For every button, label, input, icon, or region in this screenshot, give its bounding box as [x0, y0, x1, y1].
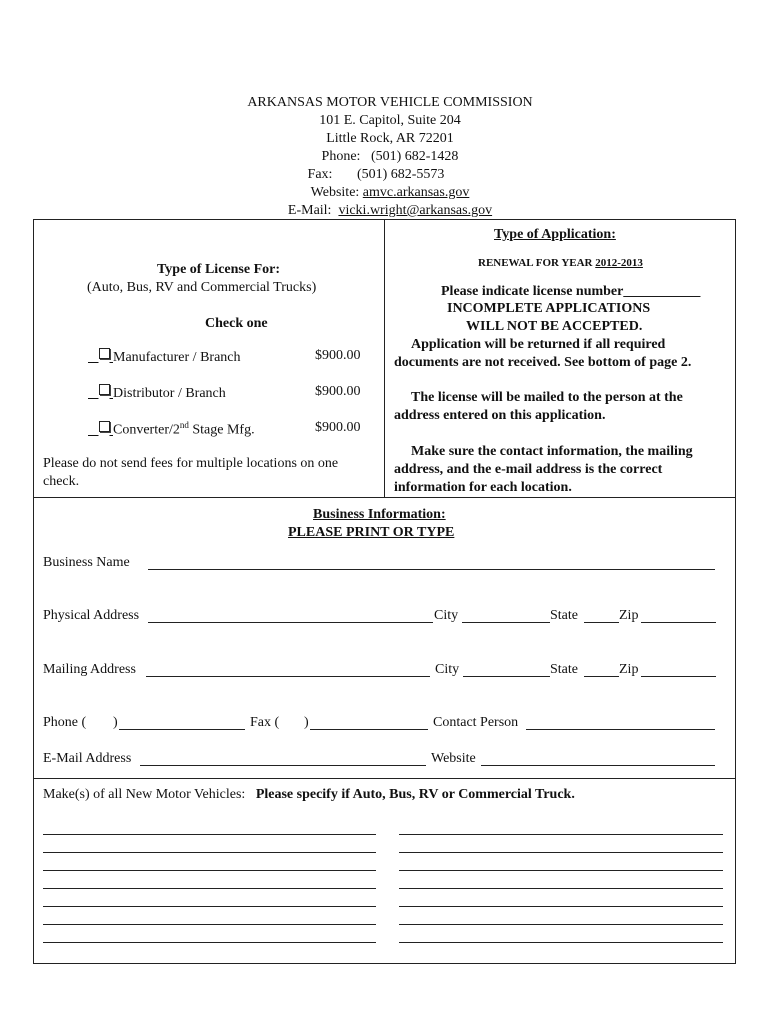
- makes-answer-line[interactable]: [399, 834, 723, 835]
- phone-number: (501) 682-1428: [370, 149, 459, 164]
- option-converter-label-sup: nd: [179, 420, 189, 430]
- physical-state-label: State: [550, 608, 578, 623]
- mailing-city-label: City: [435, 662, 460, 677]
- column-divider: [384, 219, 385, 497]
- option-converter-label-pre: Converter/2: [113, 422, 180, 438]
- physical-city-label: City: [434, 608, 459, 623]
- makes-answer-line[interactable]: [43, 870, 376, 871]
- section-divider-1: [33, 497, 736, 498]
- makes-instruction: Please specify if Auto, Bus, RV or Commercial Truck.: [255, 787, 575, 802]
- fax-line: [0, 167, 766, 183]
- contact-line-3: information for each location.: [394, 480, 572, 495]
- makes-answer-line[interactable]: [43, 852, 376, 853]
- business-name-field[interactable]: [148, 569, 715, 570]
- incomplete-line-2: WILL NOT BE ACCEPTED.: [466, 319, 643, 334]
- makes-answer-line[interactable]: [43, 942, 376, 943]
- makes-answer-line[interactable]: [43, 924, 376, 925]
- mailed-line-2: address entered on this application.: [394, 408, 606, 423]
- renewal-prefix: RENEWAL FOR YEAR: [478, 257, 596, 269]
- physical-city-field[interactable]: [462, 622, 550, 623]
- option-manufacturer[interactable]: [88, 348, 241, 366]
- option-distributor-label: Distributor / Branch: [113, 386, 226, 401]
- mailing-state-field[interactable]: [584, 676, 619, 677]
- website-label: Website:: [310, 185, 360, 200]
- email-label: E-Mail:: [287, 203, 332, 218]
- website-field-label: Website: [431, 751, 476, 766]
- email-field-label: E-Mail Address: [43, 751, 132, 766]
- renewal-line: [478, 257, 643, 269]
- makes-answer-line[interactable]: [43, 834, 376, 835]
- license-title: Type of License For:: [157, 262, 280, 277]
- address-line-1: 101 E. Capitol, Suite 204: [319, 113, 461, 128]
- website-field[interactable]: [481, 765, 715, 766]
- fax-number: (501) 682-5573: [356, 167, 445, 182]
- phone-field-close: ): [113, 715, 118, 730]
- fax-field[interactable]: [310, 729, 428, 730]
- makes-answer-line[interactable]: [399, 888, 723, 889]
- incomplete-line-1: INCOMPLETE APPLICATIONS: [447, 301, 651, 316]
- makes-answer-line[interactable]: [399, 924, 723, 925]
- mailing-city-field[interactable]: [463, 676, 550, 677]
- physical-address-field[interactable]: [148, 622, 433, 623]
- license-number-prompt: Please indicate license number___________: [441, 284, 701, 299]
- website-link[interactable]: amvc.arkansas.gov: [362, 185, 470, 200]
- mailing-zip-field[interactable]: [641, 676, 716, 677]
- option-converter[interactable]: [88, 420, 255, 439]
- makes-answer-line[interactable]: [43, 888, 376, 889]
- mailing-address-label: Mailing Address: [43, 662, 136, 677]
- application-title: Type of Application:: [494, 227, 616, 242]
- org-name: ARKANSAS MOTOR VEHICLE COMMISSION: [247, 95, 533, 110]
- physical-zip-label: Zip: [619, 608, 639, 623]
- fax-label: Fax:: [307, 167, 333, 182]
- returned-line-1: Application will be returned if all required: [411, 337, 666, 352]
- phone-label: Phone:: [321, 149, 361, 164]
- returned-line-2: documents are not received. See bottom of page 2.: [394, 355, 692, 370]
- fax-field-close: ): [304, 715, 309, 730]
- website-line: [0, 185, 770, 201]
- address-line-2: Little Rock, AR 72201: [326, 131, 454, 146]
- makes-answer-line[interactable]: [399, 942, 723, 943]
- mailing-zip-label: Zip: [619, 662, 639, 677]
- physical-address-label: Physical Address: [43, 608, 140, 623]
- makes-answer-line[interactable]: [399, 852, 723, 853]
- makes-answer-line[interactable]: [399, 870, 723, 871]
- checkbox-manufacturer[interactable]: [99, 348, 110, 359]
- email-link[interactable]: vicki.wright@arkansas.gov: [338, 203, 493, 218]
- contact-line-1: Make sure the contact information, the mailing: [411, 444, 693, 459]
- option-manufacturer-label: Manufacturer / Branch: [113, 350, 241, 365]
- makes-label: Make(s) of all New Motor Vehicles:: [43, 787, 246, 802]
- mailing-address-field[interactable]: [146, 676, 430, 677]
- physical-zip-field[interactable]: [641, 622, 716, 623]
- contact-line-2: address, and the e-mail address is the correct: [394, 462, 663, 477]
- fax-field-label: Fax (: [250, 715, 280, 730]
- fee-note-line-1: Please do not send fees for multiple locations on one: [43, 456, 339, 471]
- checkbox-converter[interactable]: [99, 421, 110, 432]
- fee-distributor: $900.00: [315, 384, 361, 399]
- makes-line: [43, 787, 575, 803]
- phone-field-label: Phone (: [43, 715, 87, 730]
- check-one-label: Check one: [205, 316, 268, 331]
- contact-person-field[interactable]: [526, 729, 715, 730]
- option-distributor[interactable]: [88, 384, 226, 402]
- section-divider-2: [33, 778, 736, 779]
- fee-manufacturer: $900.00: [315, 348, 361, 363]
- option-converter-label-post: Stage Mfg.: [188, 422, 255, 438]
- makes-answer-line[interactable]: [399, 906, 723, 907]
- phone-line: [0, 149, 770, 165]
- renewal-year: 2012-2013: [595, 257, 643, 269]
- email-line: [0, 203, 770, 219]
- business-name-label: Business Name: [43, 555, 130, 570]
- phone-field[interactable]: [119, 729, 245, 730]
- mailing-state-label: State: [550, 662, 578, 677]
- business-subtitle: PLEASE PRINT OR TYPE: [288, 525, 455, 540]
- mailed-line-1: The license will be mailed to the person at the: [411, 390, 683, 405]
- email-field[interactable]: [140, 765, 426, 766]
- makes-answer-line[interactable]: [43, 906, 376, 907]
- business-title: Business Information:: [313, 507, 446, 522]
- fee-converter: $900.00: [315, 420, 361, 435]
- fee-note-line-2: check.: [43, 474, 80, 489]
- physical-state-field[interactable]: [584, 622, 619, 623]
- checkbox-distributor[interactable]: [99, 384, 110, 395]
- contact-person-label: Contact Person: [433, 715, 519, 730]
- license-subtitle: (Auto, Bus, RV and Commercial Trucks): [87, 280, 317, 295]
